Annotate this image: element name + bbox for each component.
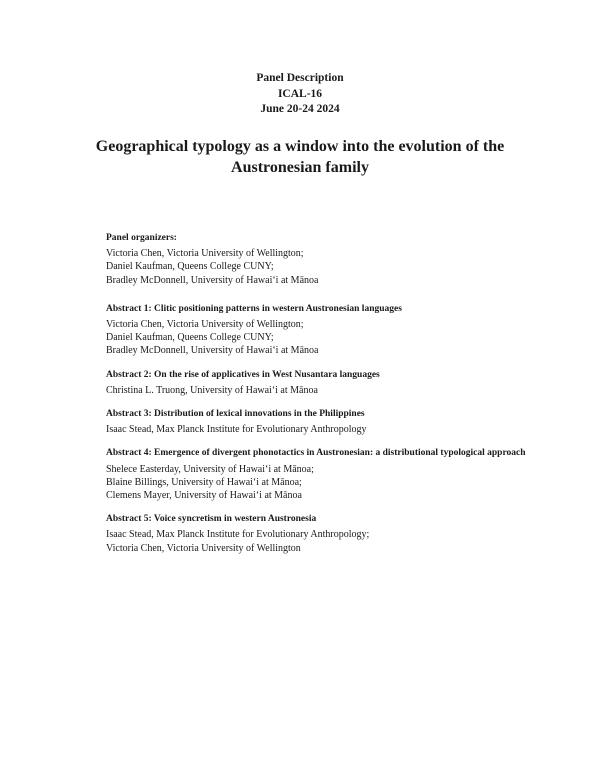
- abstract-heading: Abstract 4: Emergence of divergent phonotactics in Austronesian: a distributional typological approach: [106, 448, 526, 459]
- abstract-4: [106, 447, 546, 502]
- title-line-2: Austronesian family: [231, 159, 369, 176]
- document-title: [60, 136, 540, 178]
- abstract-heading: Abstract 2: On the rise of applicatives in West Nusantara languages: [106, 369, 380, 380]
- abstract-author: Christina L. Truong, University of Hawaiʻi at Mānoa: [106, 384, 318, 396]
- abstract-author: Bradley McDonnell, University of Hawaiʻi at Mānoa: [106, 345, 319, 357]
- abstract-author: Blaine Billings, University of Hawaiʻi at Mānoa;: [106, 476, 302, 488]
- organizer-name: Daniel Kaufman, Queens College CUNY;: [106, 261, 274, 273]
- abstract-author: Isaac Stead, Max Planck Institute for Evolutionary Anthropology: [106, 424, 367, 436]
- document-body: [106, 232, 546, 566]
- panel-organizers-section: [106, 232, 546, 287]
- abstract-author: Isaac Stead, Max Planck Institute for Evolutionary Anthropology;: [106, 529, 370, 541]
- abstract-author: Clemens Mayer, University of Hawaiʻi at Mānoa: [106, 490, 302, 502]
- abstract-author: Daniel Kaufman, Queens College CUNY;: [106, 332, 274, 344]
- organizer-name: Bradley McDonnell, University of Hawaiʻi at Mānoa: [106, 274, 319, 286]
- abstract-5: [106, 513, 546, 555]
- abstract-heading: Abstract 1: Clitic positioning patterns in western Austronesian languages: [106, 303, 402, 314]
- abstract-1: [106, 303, 546, 358]
- organizer-name: Victoria Chen, Victoria University of Wellington;: [106, 248, 304, 260]
- document-header: [0, 71, 600, 118]
- abstract-2: [106, 369, 546, 397]
- abstract-author: Victoria Chen, Victoria University of Wellington;: [106, 319, 304, 331]
- abstract-heading: Abstract 3: Distribution of lexical innovations in the Philippines: [106, 409, 365, 420]
- abstract-author: Shelece Easterday, University of Hawaiʻi at Mānoa;: [106, 463, 314, 475]
- header-dates: June 20-24 2024: [260, 103, 340, 115]
- abstract-heading: Abstract 5: Voice syncretism in western Austronesia: [106, 514, 317, 525]
- abstract-3: [106, 408, 546, 436]
- panel-organizers-heading: Panel organizers:: [106, 233, 177, 243]
- abstract-author: Victoria Chen, Victoria University of Wellington: [106, 542, 301, 554]
- title-line-1: Geographical typology as a window into the evolution of the: [95, 138, 505, 155]
- header-conference: ICAL-16: [277, 87, 323, 100]
- header-panel-description: Panel Description: [256, 72, 344, 84]
